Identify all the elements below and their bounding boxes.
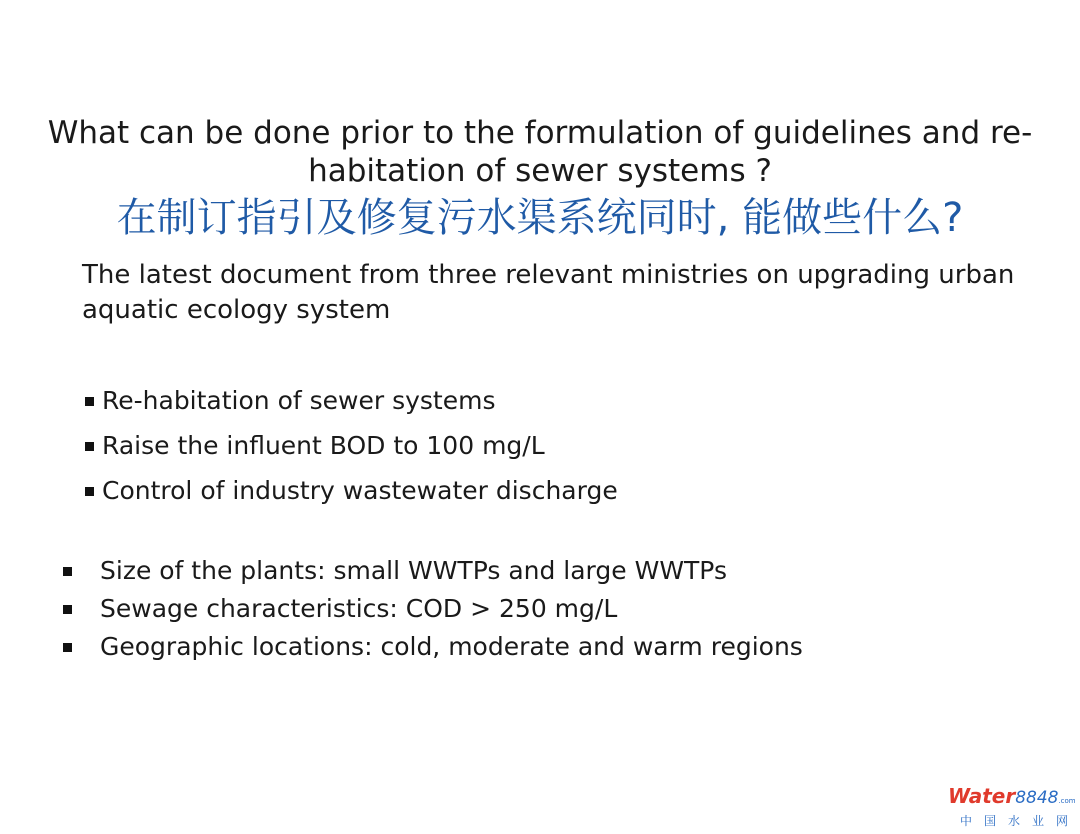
sub-bullet-list [82, 383, 618, 518]
watermark-word: Water [948, 784, 1016, 808]
main-list-item-text: Sewage characteristics: COD > 250 mg/L [100, 594, 618, 623]
watermark-suffix: .com [1058, 797, 1076, 805]
main-list-item [62, 591, 803, 629]
main-list-item-text: Geographic locations: cold, moderate and warm regions [100, 632, 803, 661]
watermark-chinese: 中国水业网 [959, 814, 1080, 828]
main-list-item [62, 629, 803, 667]
intro-paragraph: The latest document from three relevant ministries on upgrading urban aquatic ecology system [82, 260, 1015, 325]
main-list-item [62, 553, 803, 591]
main-list-item-text: Size of the plants: small WWTPs and large WWTPs [100, 556, 727, 585]
square-bullet-icon [63, 605, 72, 614]
square-bullet-icon [85, 442, 94, 451]
sub-list-item [82, 473, 618, 518]
watermark-wordmark [948, 784, 1076, 811]
main-bullet-list [62, 553, 803, 667]
square-bullet-icon [85, 397, 94, 406]
watermark-number: 8848 [1015, 788, 1059, 808]
slide-title-chinese: 在制订指引及修复污水渠系统同时, 能做些什么? [116, 195, 964, 241]
watermark-logo [948, 784, 1080, 828]
square-bullet-icon [63, 643, 72, 652]
sub-list-item-text: Raise the influent BOD to 100 mg/L [102, 431, 545, 460]
sub-list-item-text: Re-habitation of sewer systems [102, 386, 496, 415]
slide-title-english: What can be done prior to the formulation of guidelines and re-habitation of sewer systems ? [47, 115, 1033, 189]
square-bullet-icon [85, 487, 94, 496]
sub-list-item-text: Control of industry wastewater discharge [102, 476, 618, 505]
sub-list-item [82, 383, 618, 428]
sub-list-item [82, 428, 618, 473]
square-bullet-icon [63, 567, 72, 576]
